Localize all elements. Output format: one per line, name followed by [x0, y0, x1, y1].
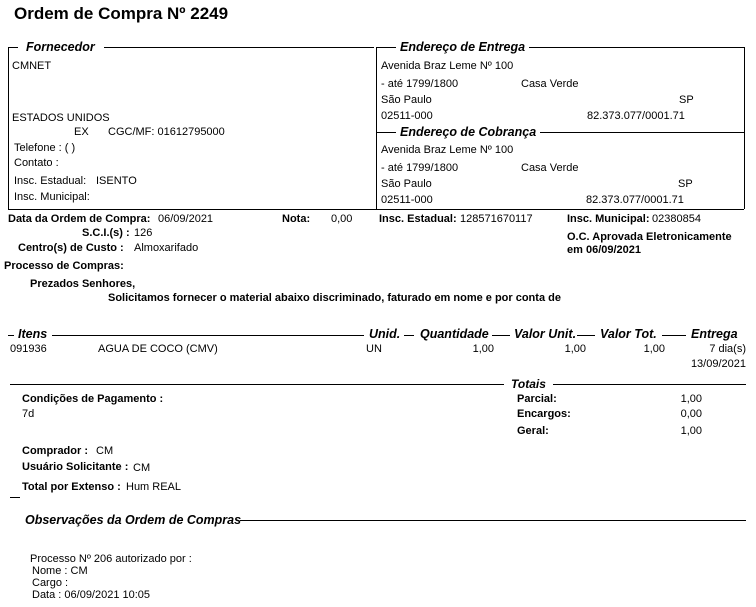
item-delivery-days: 7 dia(s) [709, 343, 746, 355]
cost-center-label: Centro(s) de Custo : [18, 242, 124, 254]
requester-label: Usuário Solicitante : [22, 461, 129, 473]
entrega-district: Casa Verde [521, 78, 579, 90]
col-unid: Unid. [369, 327, 401, 341]
item-delivery-date: 13/09/2021 [690, 358, 746, 370]
fornecedor-title: Fornecedor [22, 40, 99, 54]
parcial-label: Parcial: [517, 393, 557, 405]
item-total-value: 1,00 [643, 343, 665, 355]
observacoes-line [240, 520, 746, 521]
entrega-cep: 02511-000 [381, 110, 433, 122]
item-quantity: 1,00 [472, 343, 494, 355]
total-extenso-label: Total por Extenso : [22, 481, 121, 493]
cobranca-title: Endereço de Cobrança [396, 125, 540, 139]
cobranca-complement: - até 1799/1800 [381, 162, 459, 174]
encargos-value: 0,00 [680, 408, 702, 420]
col-valor-unit: Valor Unit. [514, 327, 577, 341]
entrega-complement: - até 1799/1800 [381, 78, 459, 90]
payment-label: Condições de Pagamento : [22, 393, 164, 405]
nota-value: 0,00 [331, 213, 353, 225]
obs-line4: Data : 06/09/2021 10:05 [32, 589, 151, 601]
nota-label: Nota: [282, 213, 311, 225]
entrega-uf: SP [679, 94, 694, 106]
supplier-contact: Contato : [14, 157, 59, 169]
obs-line3: Cargo : [32, 577, 69, 589]
entrega-city: São Paulo [381, 94, 432, 106]
item-description: AGUA DE COCO (CMV) [98, 343, 218, 355]
total-extenso-value: Hum REAL [126, 481, 182, 493]
entrega-title: Endereço de Entrega [396, 40, 529, 54]
geral-value: 1,00 [680, 425, 702, 437]
requester-value: CM [133, 462, 151, 474]
supplier-state: EX [74, 126, 89, 138]
supplier-cgc: CGC/MF: 01612795000 [108, 126, 225, 138]
cobranca-city: São Paulo [381, 178, 432, 190]
cobranca-cep: 02511-000 [381, 194, 433, 206]
page-title: Ordem de Compra Nº 2249 [14, 4, 229, 23]
item-unit-value: 1,00 [564, 343, 586, 355]
sci-value: 126 [134, 227, 153, 239]
obs-line2: Nome : CM [32, 565, 88, 577]
geral-label: Geral: [517, 425, 549, 437]
order-date: 06/09/2021 [158, 213, 214, 225]
insc-municipal-value: 02380854 [652, 213, 701, 225]
item-code: 091936 [10, 343, 47, 355]
supplier-insc-municipal-label: Insc. Municipal: [14, 191, 90, 203]
divider [10, 497, 20, 498]
obs-line1: Processo Nº 206 autorizado por : [30, 553, 192, 565]
payment-value: 7d [22, 408, 35, 420]
insc-estadual-label: Insc. Estadual: [379, 213, 457, 225]
col-itens: Itens [18, 327, 48, 341]
buyer-label: Comprador : [22, 445, 88, 457]
observacoes-title: Observações da Ordem de Compras [25, 513, 242, 527]
col-quantidade: Quantidade [420, 327, 489, 341]
parcial-value: 1,00 [680, 393, 702, 405]
supplier-insc-estadual: ISENTO [96, 175, 137, 187]
supplier-country: ESTADOS UNIDOS [12, 112, 110, 124]
approval-line1: O.C. Aprovada Eletronicamente [567, 231, 732, 243]
request-text: Solicitamos fornecer o material abaixo discriminado, faturado em nome e por conta de [108, 292, 561, 304]
cobranca-cnpj: 82.373.077/0001.71 [586, 194, 684, 206]
buyer-value: CM [96, 445, 114, 457]
cobranca-uf: SP [678, 178, 693, 190]
supplier-name: CMNET [12, 60, 52, 72]
entrega-cnpj: 82.373.077/0001.71 [587, 110, 685, 122]
item-unit: UN [366, 343, 382, 355]
supplier-insc-estadual-label: Insc. Estadual: [14, 175, 87, 187]
insc-municipal-label: Insc. Municipal: [567, 213, 650, 225]
greeting: Prezados Senhores, [30, 278, 136, 290]
col-valor-tot: Valor Tot. [600, 327, 657, 341]
approval-line2: em 06/09/2021 [567, 244, 642, 256]
sci-label: S.C.I.(s) : [82, 227, 130, 239]
encargos-label: Encargos: [517, 408, 571, 420]
col-entrega: Entrega [691, 327, 738, 341]
cobranca-district: Casa Verde [521, 162, 579, 174]
supplier-phone: Telefone : ( ) [14, 142, 76, 154]
insc-estadual-value: 128571670117 [460, 213, 533, 225]
processo-label: Processo de Compras: [4, 260, 124, 272]
order-date-label: Data da Ordem de Compra: [8, 213, 151, 225]
totais-title: Totais [511, 377, 546, 391]
entrega-street: Avenida Braz Leme Nº 100 [381, 60, 514, 72]
cobranca-street: Avenida Braz Leme Nº 100 [381, 144, 514, 156]
cost-center-value: Almoxarifado [134, 242, 199, 254]
